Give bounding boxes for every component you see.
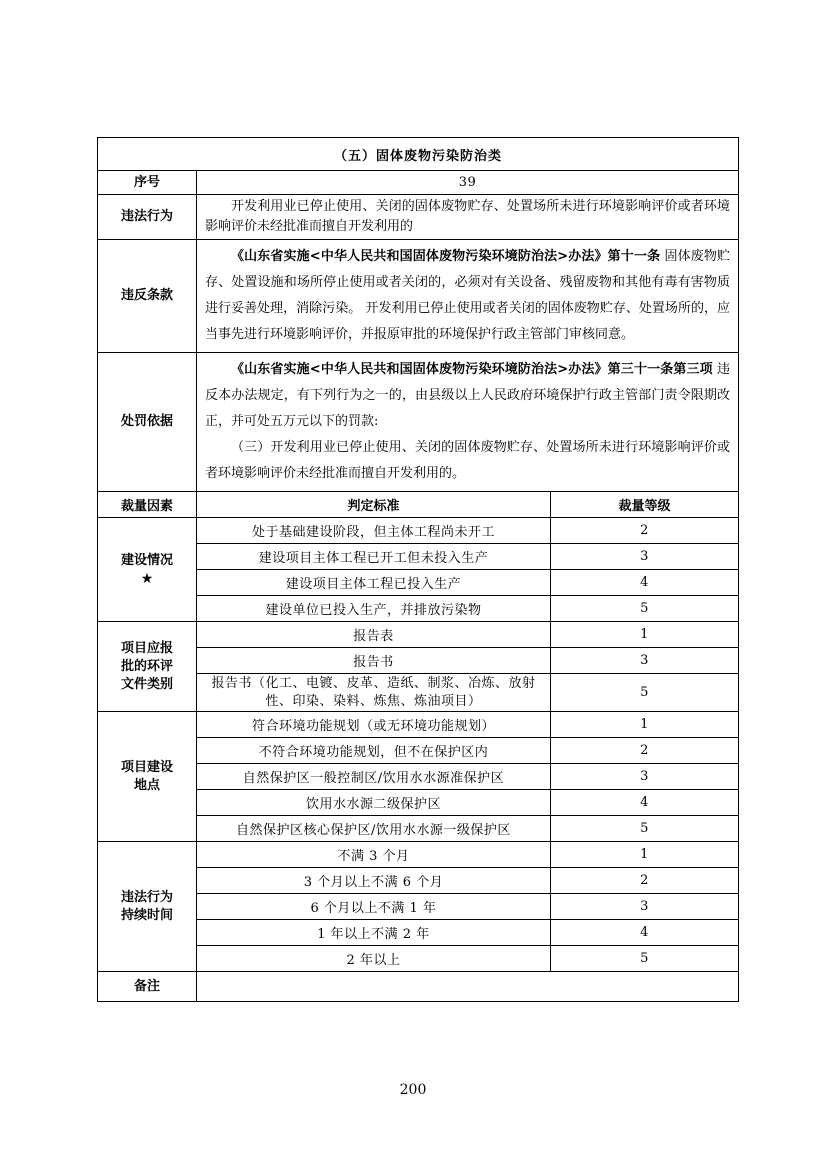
factor-header: 裁量因素 xyxy=(98,492,197,518)
factor-row xyxy=(98,518,739,544)
criteria-cell: 饮用水水源二级保护区 xyxy=(197,790,551,816)
clause-text-cell xyxy=(197,240,739,353)
factor-label: 项目应报批的环评文件类别 xyxy=(121,640,174,692)
serial-label: 序号 xyxy=(98,171,197,195)
factor-label: 违法行为持续时间 xyxy=(121,889,174,923)
level-cell: 2 xyxy=(551,738,739,764)
criteria-cell: 符合环境功能规划（或无环境功能规划） xyxy=(197,712,551,738)
criteria-header: 判定标准 xyxy=(197,492,551,518)
level-cell: 3 xyxy=(551,894,739,920)
level-cell: 4 xyxy=(551,790,739,816)
level-cell: 5 xyxy=(551,596,739,622)
level-cell: 2 xyxy=(551,868,739,894)
level-cell: 2 xyxy=(551,518,739,544)
violation-text-cell xyxy=(197,195,739,240)
criteria-cell: 建设单位已投入生产，并排放污染物 xyxy=(197,596,551,622)
penalty-text: 违反本办法规定，有下列行为之一的，由县级以上人民政府环境保护行政主管部门责令限期改正，并可处五万元以下的罚款: xyxy=(205,362,731,429)
factor-label-cell xyxy=(98,842,197,972)
criteria-cell: 报告书 xyxy=(197,648,551,674)
criteria-cell: 自然保护区一般控制区/饮用水水源准保护区 xyxy=(197,764,551,790)
criteria-cell: 报告表 xyxy=(197,622,551,648)
penalty-item: （三）开发利用业已停止使用、关闭的固体废物贮存、处置场所未进行环境影响评价或者环境影响评价未经批准而擅自开发利用的。 xyxy=(205,440,731,481)
level-cell: 3 xyxy=(551,764,739,790)
criteria-cell: 自然保护区核心保护区/饮用水水源一级保护区 xyxy=(197,816,551,842)
factor-label-cell xyxy=(98,622,197,712)
clause-title: 《山东省实施<中华人民共和国固体废物污染环境防治法>办法》第十一条 xyxy=(231,249,661,264)
criteria-cell: 1 年以上不满 2 年 xyxy=(197,920,551,946)
star-icon: ★ xyxy=(140,570,154,587)
factor-row xyxy=(98,712,739,738)
page-number: 200 xyxy=(399,1082,427,1098)
level-cell: 5 xyxy=(551,946,739,972)
level-header: 裁量等级 xyxy=(551,492,739,518)
criteria-cell: 建设项目主体工程已开工但未投入生产 xyxy=(197,544,551,570)
factor-groups xyxy=(98,518,739,972)
penalty-text-cell xyxy=(197,353,739,492)
factor-label-cell xyxy=(98,712,197,842)
clause-label: 违反条款 xyxy=(98,240,197,353)
penalty-label: 处罚依据 xyxy=(98,353,197,492)
criteria-cell: 处于基础建设阶段，但主体工程尚未开工 xyxy=(197,518,551,544)
criteria-cell: 不符合环境功能规划，但不在保护区内 xyxy=(197,738,551,764)
criteria-cell: 不满 3 个月 xyxy=(197,842,551,868)
level-cell: 5 xyxy=(551,674,739,712)
violation-label: 违法行为 xyxy=(98,195,197,240)
factor-row xyxy=(98,622,739,648)
level-cell: 1 xyxy=(551,842,739,868)
factor-row xyxy=(98,842,739,868)
level-cell: 3 xyxy=(551,544,739,570)
level-cell: 1 xyxy=(551,622,739,648)
factor-label: 项目建设地点 xyxy=(121,759,174,793)
level-cell: 4 xyxy=(551,570,739,596)
factor-label-cell xyxy=(98,518,197,622)
criteria-cell: 6 个月以上不满 1 年 xyxy=(197,894,551,920)
level-cell: 1 xyxy=(551,712,739,738)
remarks-value xyxy=(197,972,739,1002)
violation-text: 开发利用业已停止使用、关闭的固体废物贮存、处置场所未进行环境影响评价或者环境影响评价未经批准而擅自开发利用的 xyxy=(205,199,731,234)
criteria-cell: 2 年以上 xyxy=(197,946,551,972)
penalty-discretion-table xyxy=(97,137,739,1002)
criteria-cell: 3 个月以上不满 6 个月 xyxy=(197,868,551,894)
serial-value: 39 xyxy=(197,171,739,195)
penalty-title: 《山东省实施<中华人民共和国固体废物污染环境防治法>办法》第三十一条第三项 xyxy=(231,362,713,377)
remarks-label: 备注 xyxy=(98,972,197,1002)
clause-text: 固体废物贮存、处置设施和场所停止使用或者关闭的，必须对有关设备、残留废物和其他有毒有害物质进行妥善处理，消除污染。 开发利用已停止使用或者关闭的固体废物贮存、处置场所的，应当事先进行环境影响评价，并报原审批的环境保护行政主管部门审核同意。 xyxy=(205,249,731,342)
level-cell: 4 xyxy=(551,920,739,946)
factor-label: 建设情况 xyxy=(121,552,174,568)
level-cell: 3 xyxy=(551,648,739,674)
criteria-cell: 报告书（化工、电镀、皮革、造纸、制浆、冶炼、放射性、印染、染料、炼焦、炼油项目） xyxy=(197,674,551,712)
criteria-cell: 建设项目主体工程已投入生产 xyxy=(197,570,551,596)
level-cell: 5 xyxy=(551,816,739,842)
section-title: （五）固体废物污染防治类 xyxy=(98,138,739,171)
